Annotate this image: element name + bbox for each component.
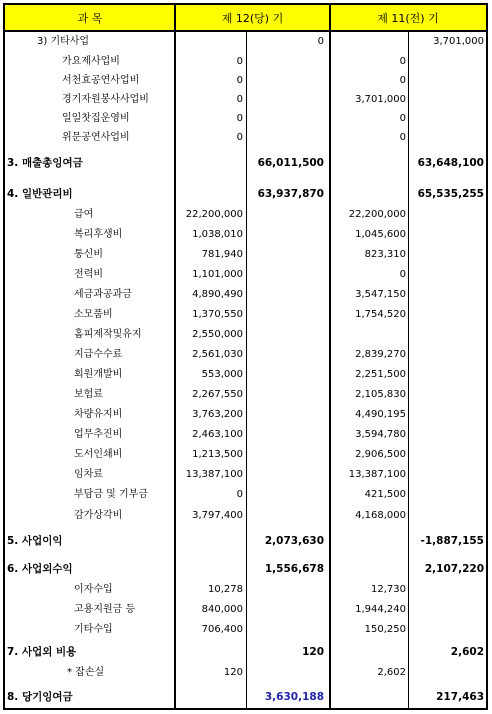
table-row bbox=[5, 245, 486, 264]
current-total-amount: 2,073,630 bbox=[264, 535, 324, 547]
current-detail-amount: 0 bbox=[236, 75, 243, 86]
row-label: 복리후생비 bbox=[74, 229, 123, 240]
table-row bbox=[5, 90, 486, 109]
row-label: 이자수입 bbox=[74, 584, 113, 595]
current-detail-amount: 0 bbox=[236, 94, 243, 105]
table-row bbox=[5, 109, 486, 128]
row-label: * 잡손실 bbox=[67, 667, 105, 678]
table-row bbox=[5, 365, 486, 384]
current-detail-amount: 120 bbox=[223, 667, 243, 678]
prior-detail-amount: 4,168,000 bbox=[355, 510, 406, 521]
current-detail-amount: 22,200,000 bbox=[185, 209, 243, 220]
row-label: 소모품비 bbox=[74, 309, 113, 320]
prior-total-amount: 2,602 bbox=[450, 646, 484, 658]
row-label: 지급수수료 bbox=[74, 349, 123, 360]
current-detail-amount: 840,000 bbox=[201, 604, 243, 615]
row-label: 세금과공과금 bbox=[74, 289, 132, 300]
current-detail-amount: 2,267,550 bbox=[192, 389, 243, 400]
row-label: 6. 사업외수익 bbox=[7, 563, 73, 575]
prior-detail-amount: 3,547,150 bbox=[355, 289, 406, 300]
prior-detail-amount: 1,045,600 bbox=[355, 229, 406, 240]
table-row bbox=[5, 225, 486, 244]
current-detail-amount: 0 bbox=[236, 56, 243, 67]
current-detail-amount: 4,890,490 bbox=[192, 289, 243, 300]
table-row bbox=[5, 620, 486, 639]
prior-detail-amount: 2,602 bbox=[377, 667, 406, 678]
prior-detail-amount: 3,594,780 bbox=[355, 429, 406, 440]
table-row bbox=[5, 52, 486, 71]
prior-detail-amount: 1,754,520 bbox=[355, 309, 406, 320]
prior-detail-amount: 2,839,270 bbox=[355, 349, 406, 360]
row-label: 3. 매출총잉여금 bbox=[7, 157, 83, 169]
current-detail-amount: 0 bbox=[236, 132, 243, 143]
current-total-amount: 1,556,678 bbox=[264, 563, 324, 575]
table-row bbox=[5, 71, 486, 90]
row-label: 급여 bbox=[74, 209, 94, 220]
prior-detail-amount: 823,310 bbox=[364, 249, 406, 260]
table-row bbox=[5, 580, 486, 599]
table-row bbox=[5, 185, 486, 204]
table-row bbox=[5, 643, 486, 662]
current-detail-amount: 553,000 bbox=[201, 369, 243, 380]
table-row bbox=[5, 385, 486, 404]
table-row bbox=[5, 405, 486, 424]
current-total-amount: 3,630,188 bbox=[264, 691, 324, 703]
current-detail-amount: 0 bbox=[236, 113, 243, 124]
prior-total-amount: 3,701,000 bbox=[433, 36, 484, 47]
row-label: 7. 사업외 비용 bbox=[7, 646, 77, 658]
prior-detail-amount: 12,730 bbox=[371, 584, 406, 595]
row-label: 기타수입 bbox=[74, 624, 113, 635]
table-row bbox=[5, 205, 486, 224]
table-row bbox=[5, 128, 486, 147]
prior-detail-amount: 2,105,830 bbox=[355, 389, 406, 400]
row-label: 5. 사업이익 bbox=[7, 535, 63, 547]
current-total-amount: 63,937,870 bbox=[257, 188, 324, 200]
table-row bbox=[5, 532, 486, 551]
row-label: 고용지원금 등 bbox=[74, 604, 136, 615]
current-detail-amount: 3,797,400 bbox=[192, 510, 243, 521]
row-label: 회원개발비 bbox=[74, 369, 123, 380]
table-row bbox=[5, 465, 486, 484]
row-label: 서천효공연사업비 bbox=[62, 75, 140, 86]
current-detail-amount: 0 bbox=[236, 489, 243, 500]
table-row bbox=[5, 445, 486, 464]
table-row bbox=[5, 305, 486, 324]
current-detail-amount: 3,763,200 bbox=[192, 409, 243, 420]
current-total-amount: 120 bbox=[302, 646, 324, 658]
row-label: 임차료 bbox=[74, 469, 103, 480]
current-detail-amount: 2,550,000 bbox=[192, 329, 243, 340]
table-row bbox=[5, 506, 486, 525]
prior-detail-amount: 421,500 bbox=[364, 489, 406, 500]
table-row bbox=[5, 600, 486, 619]
prior-total-amount: 2,107,220 bbox=[424, 563, 484, 575]
prior-detail-amount: 0 bbox=[399, 56, 406, 67]
row-label: 위문공연사업비 bbox=[62, 132, 130, 143]
table-row bbox=[5, 425, 486, 444]
table-row bbox=[5, 485, 486, 504]
current-total-amount: 66,011,500 bbox=[257, 157, 324, 169]
prior-detail-amount: 3,701,000 bbox=[355, 94, 406, 105]
table-row bbox=[5, 345, 486, 364]
row-label: 8. 당기잉여금 bbox=[7, 691, 73, 703]
prior-detail-amount: 4,490,195 bbox=[355, 409, 406, 420]
row-label: 경기자원봉사사업비 bbox=[62, 94, 149, 105]
current-total-amount: 0 bbox=[317, 36, 324, 47]
prior-total-amount: 217,463 bbox=[436, 691, 484, 703]
prior-detail-amount: 0 bbox=[399, 75, 406, 86]
row-label: 차량유지비 bbox=[74, 409, 123, 420]
row-label: 도서인쇄비 bbox=[74, 449, 123, 460]
prior-detail-amount: 2,251,500 bbox=[355, 369, 406, 380]
prior-detail-amount: 0 bbox=[399, 269, 406, 280]
prior-detail-amount: 0 bbox=[399, 132, 406, 143]
row-label: 전력비 bbox=[74, 269, 103, 280]
prior-detail-amount: 22,200,000 bbox=[348, 209, 406, 220]
prior-detail-amount: 150,250 bbox=[364, 624, 406, 635]
table-row bbox=[5, 265, 486, 284]
current-detail-amount: 2,463,100 bbox=[192, 429, 243, 440]
current-detail-amount: 2,561,030 bbox=[192, 349, 243, 360]
row-label: 가요제사업비 bbox=[62, 56, 120, 67]
table-row bbox=[5, 560, 486, 579]
prior-total-amount: 65,535,255 bbox=[417, 188, 484, 200]
prior-detail-amount: 1,944,240 bbox=[355, 604, 406, 615]
header-prior-period: 제 11(전) 기 bbox=[330, 5, 486, 32]
current-detail-amount: 706,400 bbox=[201, 624, 243, 635]
row-label: 4. 일반관리비 bbox=[7, 188, 73, 200]
table-row bbox=[5, 663, 486, 682]
prior-total-amount: -1,887,155 bbox=[420, 535, 484, 547]
table-row bbox=[5, 285, 486, 304]
table-row bbox=[5, 325, 486, 344]
row-label: 감가상각비 bbox=[74, 510, 123, 521]
current-detail-amount: 13,387,100 bbox=[185, 469, 243, 480]
table-row bbox=[5, 688, 486, 707]
row-label: 통신비 bbox=[74, 249, 103, 260]
row-label: 보험료 bbox=[74, 389, 103, 400]
row-label: 일일찻집운영비 bbox=[62, 113, 130, 124]
table-row bbox=[5, 32, 486, 51]
current-detail-amount: 10,278 bbox=[208, 584, 243, 595]
current-detail-amount: 1,213,500 bbox=[192, 449, 243, 460]
current-detail-amount: 1,101,000 bbox=[192, 269, 243, 280]
current-detail-amount: 781,940 bbox=[201, 249, 243, 260]
prior-detail-amount: 2,906,500 bbox=[355, 449, 406, 460]
row-label: 업무추진비 bbox=[74, 429, 123, 440]
row-label: 부담금 및 기부금 bbox=[74, 489, 148, 500]
current-detail-amount: 1,038,010 bbox=[192, 229, 243, 240]
prior-detail-amount: 13,387,100 bbox=[348, 469, 406, 480]
header-subject: 과 목 bbox=[5, 5, 175, 32]
current-detail-amount: 1,370,550 bbox=[192, 309, 243, 320]
prior-total-amount: 63,648,100 bbox=[417, 157, 484, 169]
header-current-period: 제 12(당) 기 bbox=[175, 5, 330, 32]
row-label: 3) 기타사업 bbox=[37, 36, 90, 47]
table-row bbox=[5, 154, 486, 173]
prior-detail-amount: 0 bbox=[399, 113, 406, 124]
row-label: 홈피제작및유지 bbox=[74, 329, 142, 340]
